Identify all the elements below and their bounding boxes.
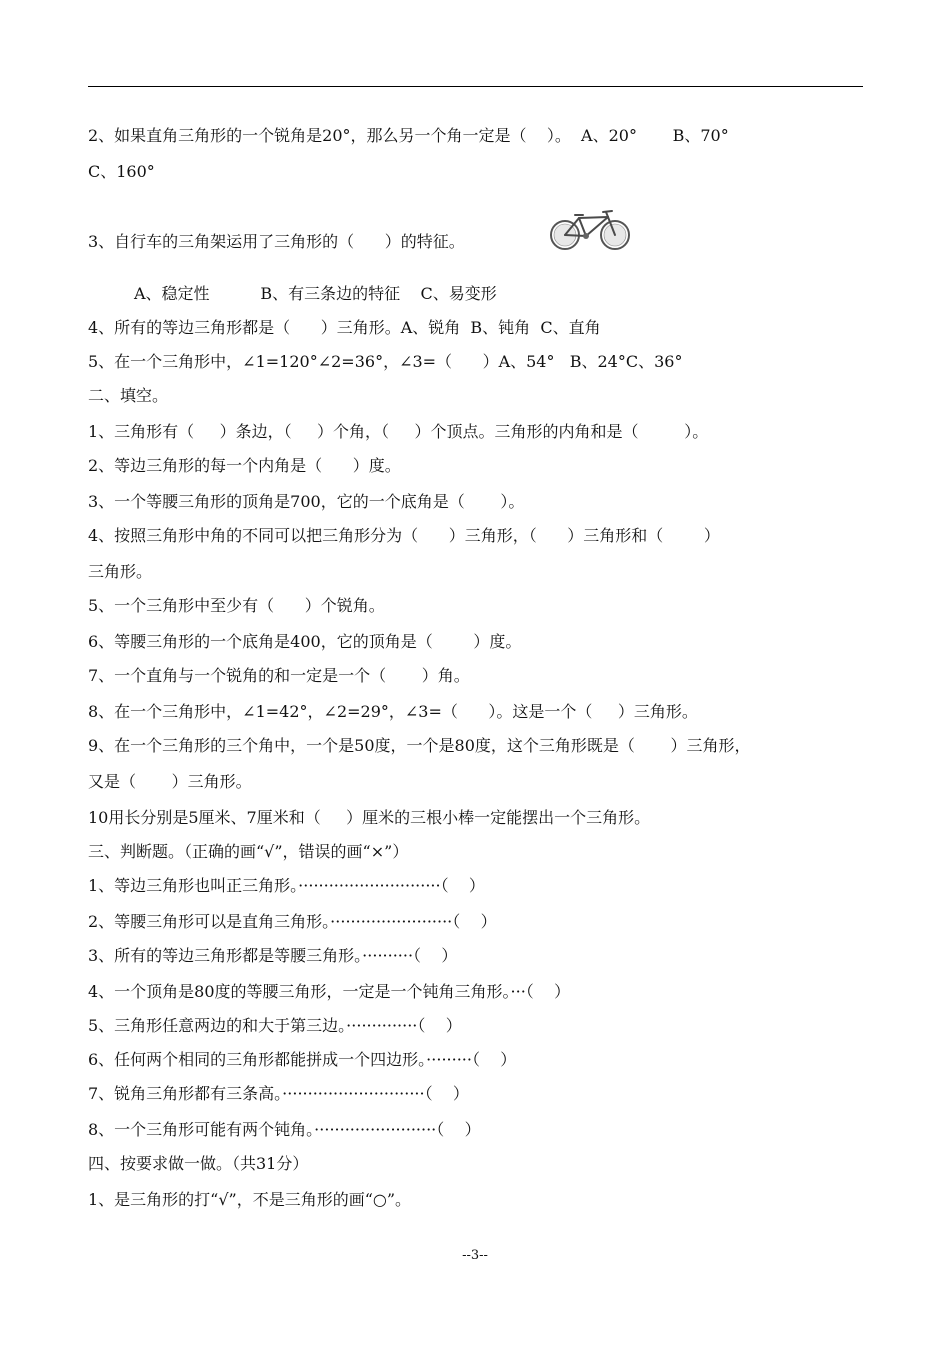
question-fill-9: 9、在一个三角形的三个角中，一个是50度，一个是80度，这个三角形既是（ ）三角形， (88, 736, 751, 755)
question-fill-5: 5、一个三角形中至少有（ ）个锐角。 (88, 596, 385, 615)
question-fill-3: 3、一个等腰三角形的顶角是700，它的一个底角是（ ）。 (88, 492, 525, 511)
question-mc-3: 3、自行车的三角架运用了三角形的（ ）的特征。 (88, 232, 465, 251)
section-heading-practice: 四、按要求做一做。（共31分） (88, 1154, 309, 1173)
question-fill-9-continued: 又是（ ）三角形。 (88, 772, 252, 791)
question-fill-8: 8、在一个三角形中，∠1=42°，∠2=29°，∠3=（ ）。这是一个（ ）三角形。 (88, 702, 698, 721)
question-mc-3-options: A、稳定性 B、有三条边的特征 C、易变形 (134, 284, 497, 303)
question-judge-5: 5、三角形任意两边的和大于第三边。··············（ ） (88, 1016, 462, 1035)
question-judge-2: 2、等腰三角形可以是直角三角形。························（ ） (88, 912, 497, 931)
question-practice-1: 1、是三角形的打“√”，不是三角形的画“○”。 (88, 1190, 412, 1209)
bicycle-image (548, 206, 634, 252)
section-heading-judge: 三、判断题。（正确的画“√”，错误的画“×”） (88, 842, 409, 861)
question-fill-1: 1、三角形有（ ）条边，（ ）个角，（ ）个顶点。三角形的内角和是（ ）。 (88, 422, 709, 441)
page-number: --3-- (462, 1248, 488, 1263)
question-mc-4: 4、所有的等边三角形都是（ ）三角形。A、锐角 B、钝角 C、直角 (88, 318, 601, 337)
question-judge-3: 3、所有的等边三角形都是等腰三角形。··········（ ） (88, 946, 458, 965)
question-judge-1: 1、等边三角形也叫正三角形。····························（ ） (88, 876, 485, 895)
question-judge-4: 4、一个顶角是80度的等腰三角形，一定是一个钝角三角形。···（ ） (88, 982, 571, 1001)
question-fill-4: 4、按照三角形中角的不同可以把三角形分为（ ）三角形，（ ）三角形和（ ） (88, 526, 720, 545)
question-fill-10: 10用长分别是5厘米、7厘米和（ ）厘米的三根小棒一定能摆出一个三角形。 (88, 808, 651, 827)
section-heading-fill: 二、填空。 (88, 386, 169, 405)
question-fill-4-continued: 三角形。 (88, 562, 153, 581)
question-fill-6: 6、等腰三角形的一个底角是400，它的顶角是（ ）度。 (88, 632, 522, 651)
question-mc-2: 2、如果直角三角形的一个锐角是20°，那么另一个角一定是（ ）。 A、20° B、70° (88, 126, 729, 145)
question-fill-2: 2、等边三角形的每一个内角是（ ）度。 (88, 456, 401, 475)
question-judge-6: 6、任何两个相同的三角形都能拼成一个四边形。·········（ ） (88, 1050, 517, 1069)
question-fill-7: 7、一个直角与一个锐角的和一定是一个（ ）角。 (88, 666, 470, 685)
question-mc-5: 5、在一个三角形中，∠1=120°∠2=36°，∠3=（ ）A、54° B、24°C、36° (88, 352, 683, 371)
question-judge-7: 7、锐角三角形都有三条高。····························（ ） (88, 1084, 469, 1103)
header-rule (88, 86, 863, 87)
question-mc-2-option-c: C、160° (88, 162, 155, 181)
question-judge-8: 8、一个三角形可能有两个钝角。························（ ） (88, 1120, 481, 1139)
